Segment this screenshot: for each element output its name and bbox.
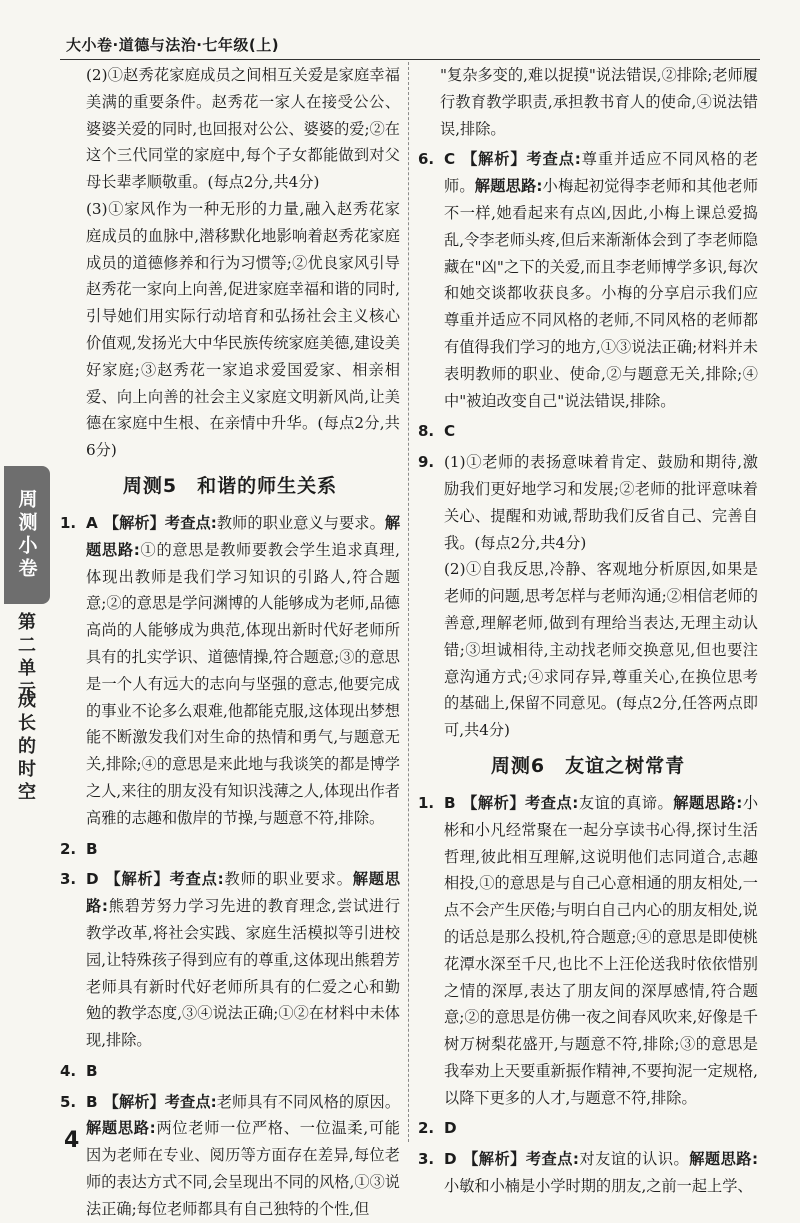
- analysis-tag: 【解析】: [462, 1150, 526, 1169]
- section-title-6: 周测6 友谊之树常青: [490, 754, 686, 777]
- question-number: 8.: [418, 422, 435, 441]
- question-number: 1.: [418, 793, 435, 812]
- question-number: 5.: [60, 1092, 77, 1111]
- answer-part-2: (2)①自我反思,冷静、客观地分析原因,如果是老师的问题,思考怎样与老师沟通;②相信老师的善意,理解老师,做到有理给当表达,无理主动认错;③坦诚相待,主动找老师交换意见,但也要注意沟通方式;④求同存异,尊重关心,在换位思考的基础上,保留不同意见。(每点2分,任答两点即可,共4分): [444, 560, 758, 740]
- answer-paragraph-2: (2)①赵秀花家庭成员之间相互关爱是家庭幸福美满的重要条件。赵秀花一家人在接受公公、婆婆关爱的同时,也回报对公公、婆婆的爱;②在这个三代同堂的家庭中,每个子女都能做到对父母长辈孝顺敬重。(每点2分,共4分): [86, 66, 400, 192]
- answer-letter: D: [444, 1119, 457, 1138]
- answer-letter: C: [444, 150, 456, 169]
- solution-text: 熊碧芳努力学习先进的教育理念,尝试进行教学改革,将社会实践、家庭生活模拟等引进校园,让特殊孩子得到应有的尊重,这体现出熊碧芳老师具有新时代好老师所具有的仁爱之心和勤勉的教学态度,③④说法正确;①②在材料中未体现,排除。: [86, 897, 401, 1050]
- key-point-text: 教师的职业要求。: [223, 870, 353, 889]
- key-point-label: 考查点:: [525, 1150, 579, 1169]
- question-number: 2.: [418, 1119, 435, 1138]
- key-point-label: 考查点:: [164, 1092, 217, 1111]
- question-item: [418, 1146, 758, 1200]
- side-unit-label: 第二单元: [15, 612, 36, 704]
- question-item: [60, 1089, 400, 1223]
- solution-text: 小敏和小楠是小学时期的朋友,之前一起上学、: [444, 1177, 753, 1196]
- question-number: 3.: [60, 870, 77, 889]
- answer-letter: B: [86, 839, 98, 858]
- solution-text: 小梅起初觉得李老师和其他老师不一样,她看起来有点凶,因此,小梅上课总爱捣乱,令李老师头疼,但后来渐渐体会到了李老师隐藏在"凶"之下的关爱,而且李老师博学多识,每次和她交谈都收获良多。小梅的分享启示我们应尊重并适应不同风格的老师,不同风格的老师都有值得我们学习的地方,①③说法正确;材料并未表明教师的职业、使命,②与题意无关,排除;④中"被迫改变自己"说法错误,排除。: [444, 177, 759, 410]
- key-point-text: 老师具有不同风格的原因。: [216, 1092, 401, 1111]
- key-point-text: 教师的职业意义与要求。: [216, 513, 385, 532]
- answer-letter: D: [444, 1150, 457, 1169]
- key-point-text: 友谊的真谛。: [578, 793, 674, 812]
- answer-letter: B: [86, 1092, 98, 1111]
- question-number: 9.: [418, 453, 435, 472]
- column-divider: [408, 62, 409, 1142]
- side-topic-label: 成长的时空: [15, 690, 36, 805]
- solution-text: ①的意思是教师要教会学生追求真理,体现出教师是我们学习知识的引路人,符合题意;②的意思是学问渊博的人能够成为老师,品德高尚的人能够成为典范,体现出新时代好老师所具有的扎实学识、道德情操,符合题意;③的意思是一个人有远大的志向与坚强的意志,他要完成的事业不论多么艰难,他都能克服,这体现出梦想能不断激发我们对生命的热情和勇气,与题意无关,排除;④的意思是来此地与我谈笑的都是博学之人,来往的朋友没有知识浅薄之人,体现出作者高雅的志趣和傲岸的节操,与题意不符,排除。: [86, 540, 401, 827]
- question-item: [60, 836, 400, 863]
- solution-label: 解题思路:: [86, 513, 401, 559]
- question-item: [60, 866, 400, 1054]
- question-number: 1.: [60, 513, 77, 532]
- question-item: [60, 1058, 400, 1085]
- question-item: [418, 790, 758, 1112]
- question-item: [418, 418, 758, 445]
- continued-text: "复杂多变的,难以捉摸"说法错误,②排除;老师履行教育教学职责,承担教书育人的使命,④说法错误,排除。: [440, 66, 758, 138]
- question-item: [60, 510, 400, 832]
- analysis-tag: 【解析】: [103, 1092, 165, 1111]
- solution-label: 解题思路:: [673, 793, 743, 812]
- analysis-tag: 【解析】: [461, 150, 527, 169]
- question-item: [418, 449, 758, 556]
- analysis-tag: 【解析】: [461, 793, 526, 812]
- answer-letter: A: [86, 513, 98, 532]
- answer-letter: D: [86, 870, 99, 889]
- solution-label: 解题思路:: [474, 177, 543, 196]
- solution-label: 解题思路:: [86, 870, 401, 916]
- section-title-5: 周测5 和谐的师生关系: [122, 474, 338, 497]
- solution-text: 两位老师一位严格、一位温柔,可能因为老师在专业、阅历等方面存在差异,每位老师的表达方式不同,会呈现出不同的风格,①③说法正确;每位老师都具有自己独特的个性,但: [86, 1119, 400, 1218]
- key-point-label: 考查点:: [525, 793, 579, 812]
- question-number: 2.: [60, 839, 77, 858]
- solution-label: 解题思路:: [689, 1150, 759, 1169]
- key-point-label: 考查点:: [526, 150, 581, 169]
- solution-text: 小彬和小凡经常聚在一起分享读书心得,探讨生活哲理,彼此相互理解,这说明他们志同道合,志趣相投,①的意思是与自己心意相通的朋友相处,一点不会产生厌倦;与明白自己内心的朋友相处,说的话总是那么投机,符合题意;④的意思是即使桃花潭水深至千尺,也比不上汪伦送我时依依惜别之情的深厚,表达了朋友间的深厚感情,符合题意;②的意思是仿佛一夜之间春风吹来,好像是千树万树梨花盛开,与题意不符,排除;③的意思是我奉劝上天要重新振作精神,不要拘泥一定规格,以降下更多的人才,与题意不符,排除。: [444, 793, 759, 1107]
- right-column: [418, 62, 758, 1200]
- question-number: 4.: [60, 1061, 77, 1080]
- question-number: 6.: [418, 150, 435, 169]
- answer-letter: B: [444, 793, 456, 812]
- question-item: [418, 146, 758, 414]
- key-point-text: 对友谊的认识。: [578, 1150, 690, 1169]
- answer-paragraph-3: (3)①家风作为一种无形的力量,融入赵秀花家庭成员的血脉中,潜移默化地影响着赵秀花家庭成员的道德修养和行为习惯等;②优良家风引导赵秀花一家向上向善,促进家庭幸福和谐的同时,引导她们用实际行动培育和弘扬社会主义核心价值观,发扬光大中华民族传统家庭美德,建设美好家庭;③赵秀花一家追求爱国爱家、相亲相爱、向上向善的社会主义家庭文明新风尚,让美德在家庭中生根、在亲情中升华。(每点2分,共6分): [86, 199, 400, 460]
- side-tab-weekly-test: 周测小卷: [4, 466, 50, 604]
- answer-part-1: (1)①老师的表扬意味着肯定、鼓励和期待,激励我们更好地学习和发展;②老师的批评意味着关心、提醒和劝诫,帮助我们反省自己、完善自我。(每点2分,共4分): [444, 453, 758, 552]
- key-point-text: 尊重并适应不同风格的老师。: [444, 150, 759, 196]
- header-rule: [60, 59, 760, 60]
- question-number: 3.: [418, 1150, 435, 1169]
- solution-label: 解题思路:: [86, 1119, 156, 1138]
- page-number: 4: [64, 1128, 80, 1153]
- key-point-label: 考查点:: [169, 870, 224, 889]
- answer-letter: B: [86, 1061, 98, 1080]
- key-point-label: 考查点:: [164, 513, 217, 532]
- page-header: 大小卷·道德与法治·七年级(上): [66, 36, 280, 54]
- analysis-tag: 【解析】: [104, 870, 170, 889]
- answer-letter: C: [444, 422, 456, 441]
- left-column: [60, 62, 400, 1223]
- analysis-tag: 【解析】: [103, 513, 165, 532]
- question-item: [418, 1115, 758, 1142]
